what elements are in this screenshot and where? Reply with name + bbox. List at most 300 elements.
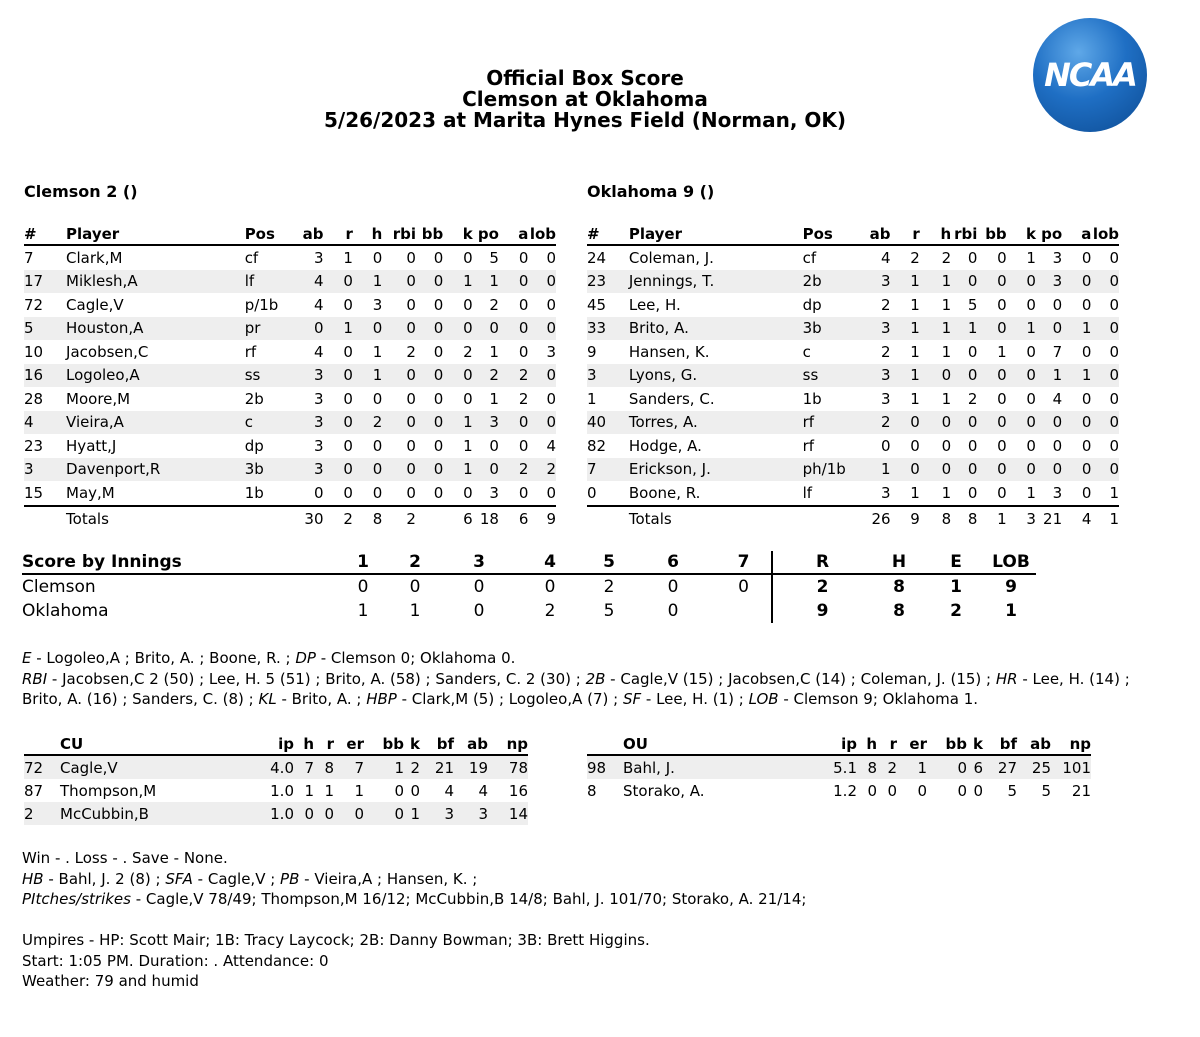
player-row xyxy=(24,317,556,341)
player-cell: Erickson, J. xyxy=(629,458,803,482)
player-cell: 1 xyxy=(891,364,920,388)
player-cell: 0 xyxy=(951,270,977,294)
team-total: 2 xyxy=(816,577,829,597)
player-cell: 0 xyxy=(443,481,472,506)
player-cell: 0 xyxy=(372,248,383,267)
player-cell: 1 xyxy=(1091,481,1119,506)
pitching-header-blank xyxy=(587,734,623,755)
player-cell: 2 xyxy=(880,342,891,361)
totals-cell: 8 xyxy=(941,509,952,528)
player-cell: 3b xyxy=(245,458,298,482)
player-cell: 0 xyxy=(977,364,1006,388)
player-cell: 2 xyxy=(499,364,528,388)
pitcher-cell: 1 xyxy=(897,755,927,779)
totals-cell: 9 xyxy=(910,509,920,528)
column-header-player: Player xyxy=(66,224,245,245)
player-cell: 0 xyxy=(297,481,323,506)
player-cell: 1 xyxy=(891,317,920,341)
totals-cell: 4 xyxy=(1081,509,1092,528)
column-header-r: r xyxy=(891,224,920,245)
team-total: 9 xyxy=(1005,577,1017,597)
pitcher-cell: 5 xyxy=(1041,781,1051,800)
player-cell: 2 xyxy=(910,248,920,267)
player-cell: Lee, H. xyxy=(628,295,681,314)
team-total: 1 xyxy=(1005,601,1017,621)
player-cell: cf xyxy=(802,248,817,267)
player-cell: 1 xyxy=(1036,364,1062,388)
player-cell: 3 xyxy=(313,248,324,267)
totals-cell: 18 xyxy=(479,509,499,528)
player-cell: 0 xyxy=(433,295,444,314)
player-cell: 0 xyxy=(416,458,443,482)
total-header: E xyxy=(926,551,986,574)
player-cell: 1 xyxy=(343,248,353,267)
pitching-column-np: np xyxy=(488,734,528,755)
pitcher-cell: 0 xyxy=(410,781,420,800)
pitcher-cell: 0 xyxy=(917,781,927,800)
totals-cell: 3 xyxy=(1026,509,1036,528)
pitcher-cell: 1 xyxy=(324,781,334,800)
column-header-k: k xyxy=(443,224,472,245)
player-cell: 2b xyxy=(803,270,860,294)
pitching-column-h: h xyxy=(857,734,877,755)
player-cell: 0 xyxy=(1109,436,1119,455)
pitching-header-row xyxy=(587,734,1091,755)
player-cell: 0 xyxy=(443,364,472,388)
inning-score: 2 xyxy=(544,601,556,621)
player-cell: Boone, R. xyxy=(629,481,803,506)
pitcher-cell: 0 xyxy=(927,755,967,779)
pitching-column-bf: bf xyxy=(983,734,1017,755)
player-cell: 0 xyxy=(416,481,443,506)
player-cell: p/1b xyxy=(244,295,279,314)
player-row xyxy=(587,387,1119,411)
footer-decisions: Win - . Loss - . Save - None. xyxy=(22,849,228,867)
player-cell: ph/1b xyxy=(803,458,860,482)
pitcher-row xyxy=(587,755,1091,779)
player-cell: 0 xyxy=(967,342,978,361)
player-cell: 3 xyxy=(313,389,324,408)
player-cell: 0 xyxy=(324,270,353,294)
player-cell: 0 xyxy=(382,458,416,482)
player-cell: 0 xyxy=(473,317,499,341)
player-cell: 3 xyxy=(297,364,323,388)
player-cell: 16 xyxy=(24,364,66,388)
player-cell: 0 xyxy=(997,248,1007,267)
player-cell: 0 xyxy=(463,389,473,408)
pitcher-cell: 0 xyxy=(394,781,404,800)
player-cell: 45 xyxy=(587,295,607,314)
player-cell: 0 xyxy=(528,317,556,341)
pitcher-cell: 1.0 xyxy=(258,802,294,825)
header-date-venue: 5/26/2023 at Marita Hynes Field (Norman, OK) xyxy=(323,108,847,132)
player-cell: 1 xyxy=(489,389,499,408)
totals-cell: 2 xyxy=(406,509,416,528)
pitcher-cell: 1.0 xyxy=(270,781,294,800)
player-cell: 1 xyxy=(910,295,920,314)
player-cell: 1 xyxy=(587,389,597,408)
totals-cell: Totals xyxy=(66,509,109,528)
player-cell: 1 xyxy=(951,317,977,341)
player-cell: 3 xyxy=(297,458,323,482)
player-cell: 0 xyxy=(1091,458,1119,482)
player-row xyxy=(24,387,556,411)
player-cell: 17 xyxy=(24,270,66,294)
player-cell: 2 xyxy=(967,389,978,408)
pitcher-cell: 25 xyxy=(1017,755,1051,779)
pitching-column-r: r xyxy=(877,734,897,755)
pitcher-cell: 27 xyxy=(983,755,1017,779)
player-cell: rf xyxy=(244,342,257,361)
player-cell: 0 xyxy=(433,248,444,267)
pitcher-row xyxy=(587,779,1091,802)
totals-cell: 8 xyxy=(372,509,383,528)
player-row xyxy=(24,481,556,506)
pitcher-cell: 1 xyxy=(364,755,404,779)
player-cell: 4 xyxy=(313,295,324,314)
player-cell: 0 xyxy=(967,436,978,455)
player-cell: 0 xyxy=(977,317,1006,341)
player-cell: 0 xyxy=(1026,436,1036,455)
player-cell: 0 xyxy=(1109,248,1119,267)
player-cell: 0 xyxy=(1026,295,1036,314)
pitcher-cell: Cagle,V xyxy=(60,755,258,779)
player-cell: 0 xyxy=(416,270,443,294)
player-cell: rf xyxy=(802,436,815,455)
player-row xyxy=(24,270,556,294)
score-by-innings-table xyxy=(22,551,1036,623)
box-score-header xyxy=(0,68,1170,131)
pitcher-cell: 98 xyxy=(587,755,623,779)
player-cell: 4 xyxy=(313,342,324,361)
player-cell: 0 xyxy=(372,389,383,408)
player-cell: 1 xyxy=(353,270,382,294)
player-row xyxy=(587,317,1119,341)
player-cell: 4 xyxy=(297,270,323,294)
player-cell: 0 xyxy=(910,436,920,455)
player-cell: lf xyxy=(803,481,860,506)
player-cell: 0 xyxy=(941,436,952,455)
player-cell: 1 xyxy=(941,295,952,314)
player-cell: Moore,M xyxy=(66,389,131,408)
player-cell: 0 xyxy=(1081,436,1092,455)
home-batting-table xyxy=(587,224,1119,531)
inning-score: 5 xyxy=(603,601,615,621)
ncaa-logo-text: NCAA xyxy=(1044,56,1136,94)
pitching-header-blank xyxy=(24,734,60,755)
player-cell: 0 xyxy=(443,317,472,341)
inning-header: 4 xyxy=(512,551,588,574)
player-cell: 5 xyxy=(967,295,978,314)
player-cell: 1 xyxy=(324,317,353,341)
pitcher-cell: McCubbin,B xyxy=(60,802,258,825)
player-cell: Coleman, J. xyxy=(628,248,714,267)
player-cell: 10 xyxy=(24,342,44,361)
player-cell: Jacobsen,C xyxy=(66,342,149,361)
player-cell: 0 xyxy=(416,317,443,341)
player-cell: 0 xyxy=(499,270,528,294)
player-cell: 1 xyxy=(443,270,472,294)
player-cell: 3 xyxy=(1036,270,1062,294)
footer-pitches-strikes: PItches/strikes - Cagle,V 78/49; Thompson,M 16/12; McCubbin,B 14/8; Bahl, J. 101/70; Storako, A. 21/14; xyxy=(22,890,807,908)
inning-header: 1 xyxy=(342,551,384,574)
totals-row xyxy=(24,506,556,531)
player-cell: 3 xyxy=(880,389,891,408)
player-cell: 7 xyxy=(24,248,34,267)
player-cell: 72 xyxy=(24,295,44,314)
player-cell: 3 xyxy=(24,458,66,482)
player-cell: 2 xyxy=(941,248,952,267)
player-cell: 1 xyxy=(1007,481,1036,506)
player-cell: 0 xyxy=(920,458,951,482)
player-cell: 0 xyxy=(587,481,629,506)
player-cell: 0 xyxy=(473,458,499,482)
player-cell: 2 xyxy=(463,342,473,361)
player-row xyxy=(587,245,1119,270)
team-total: 8 xyxy=(893,577,905,597)
player-cell: 0 xyxy=(1109,342,1119,361)
column-header-rbi: rbi xyxy=(382,224,416,245)
player-cell: Hodge, A. xyxy=(628,436,702,455)
player-row xyxy=(587,411,1119,435)
player-cell: ss xyxy=(245,364,298,388)
column-header-h: h xyxy=(353,224,382,245)
player-cell: 0 xyxy=(463,295,473,314)
footer-weather: Weather: 79 and humid xyxy=(22,972,199,990)
player-cell: 1 xyxy=(891,481,920,506)
innings-team-row xyxy=(22,599,1036,623)
player-cell: 3 xyxy=(859,364,890,388)
player-cell: 0 xyxy=(463,248,473,267)
player-cell: 4 xyxy=(546,436,556,455)
column-header-a: a xyxy=(1062,224,1091,245)
player-cell: 0 xyxy=(489,436,499,455)
player-row xyxy=(587,270,1119,294)
pitching-column-bb: bb xyxy=(927,734,967,755)
player-cell: 4 xyxy=(24,411,66,435)
column-header-bb: bb xyxy=(416,224,443,245)
player-cell: 3 xyxy=(473,411,499,435)
column-header-number: # xyxy=(24,224,66,245)
totals-cell: 6 xyxy=(518,509,529,528)
player-cell: 0 xyxy=(951,458,977,482)
player-cell: 0 xyxy=(920,364,951,388)
totals-cell xyxy=(416,506,443,531)
player-cell: 0 xyxy=(382,270,416,294)
player-cell: 0 xyxy=(546,389,556,408)
player-cell: 0 xyxy=(499,411,528,435)
player-cell: 0 xyxy=(997,295,1007,314)
player-cell: 0 xyxy=(880,436,891,455)
player-cell: 0 xyxy=(343,342,353,361)
player-cell: Davenport,R xyxy=(66,458,245,482)
pitching-team: OU xyxy=(623,734,821,755)
total-header: LOB xyxy=(986,551,1036,574)
pitching-column-er: er xyxy=(897,734,927,755)
innings-header-row xyxy=(22,551,1036,574)
inning-score: 0 xyxy=(667,577,679,597)
player-cell: 2 xyxy=(859,411,890,435)
totals-cell: 26 xyxy=(871,509,891,528)
player-cell: 1 xyxy=(891,270,920,294)
pitcher-cell: 8 xyxy=(314,755,334,779)
footer-pitching-notes: HB - Bahl, J. 2 (8) ; SFA - Cagle,V ; PB - Vieira,A ; Hansen, K. ; xyxy=(22,869,478,888)
player-cell: 1 xyxy=(941,342,952,361)
player-cell: 4 xyxy=(880,248,891,267)
header-title: Official Box Score xyxy=(486,66,684,90)
pitcher-cell: Thompson,M xyxy=(60,781,157,800)
player-cell: 0 xyxy=(353,317,382,341)
player-cell: 2b xyxy=(244,389,264,408)
player-cell: 0 xyxy=(353,481,382,506)
player-row xyxy=(24,293,556,317)
pitcher-cell: 7 xyxy=(334,755,364,779)
pitching-team: CU xyxy=(60,734,258,755)
pitcher-cell: 16 xyxy=(508,781,528,800)
player-cell: 0 xyxy=(518,248,529,267)
pitcher-cell: 0 xyxy=(887,781,897,800)
team-total: 8 xyxy=(893,601,905,621)
player-cell: 0 xyxy=(977,458,1006,482)
player-cell: 2 xyxy=(353,411,382,435)
pitcher-cell: 1 xyxy=(404,802,420,825)
totals-cell xyxy=(24,506,66,531)
pitcher-cell: 0 xyxy=(314,802,334,825)
player-cell: 3 xyxy=(859,481,890,506)
player-cell: Logoleo,A xyxy=(66,364,245,388)
column-header-k: k xyxy=(1007,224,1036,245)
column-header-lob: lob xyxy=(1092,225,1119,243)
player-cell: 1b xyxy=(802,389,822,408)
totals-cell xyxy=(803,506,860,531)
pitcher-cell: 21 xyxy=(1071,781,1091,800)
player-cell: 1 xyxy=(920,270,951,294)
player-cell: 0 xyxy=(1091,411,1119,435)
player-cell: 0 xyxy=(499,317,528,341)
player-cell: 0 xyxy=(1091,270,1119,294)
player-cell: 0 xyxy=(1081,295,1092,314)
player-cell: 2 xyxy=(528,458,556,482)
pitcher-cell: 78 xyxy=(488,755,528,779)
totals-cell: 1 xyxy=(997,509,1007,528)
player-cell: 0 xyxy=(1036,411,1062,435)
player-cell: 0 xyxy=(1052,436,1063,455)
player-cell: dp xyxy=(244,436,264,455)
player-cell: 1 xyxy=(473,270,499,294)
totals-cell: Totals xyxy=(628,509,672,528)
player-cell: Jennings, T. xyxy=(629,270,803,294)
inning-score: 0 xyxy=(473,601,485,621)
player-row xyxy=(24,411,556,435)
player-cell: 0 xyxy=(528,481,556,506)
player-cell: Houston,A xyxy=(66,317,245,341)
team-total: 9 xyxy=(816,601,829,621)
player-cell: 0 xyxy=(977,270,1006,294)
player-cell: 0 xyxy=(1007,270,1036,294)
player-cell: 3 xyxy=(587,364,629,388)
player-cell: 0 xyxy=(353,458,382,482)
player-row xyxy=(24,245,556,270)
player-cell: 0 xyxy=(1091,364,1119,388)
player-cell: 0 xyxy=(343,295,353,314)
player-cell: 0 xyxy=(406,295,416,314)
pitcher-cell: 14 xyxy=(488,802,528,825)
inning-score: 0 xyxy=(667,601,679,621)
inning-header: 7 xyxy=(716,551,772,574)
player-cell: ss xyxy=(803,364,860,388)
player-cell: 15 xyxy=(24,481,66,506)
player-cell: 0 xyxy=(891,411,920,435)
player-cell: 0 xyxy=(1081,248,1092,267)
pitcher-cell: 0 xyxy=(364,802,404,825)
player-row xyxy=(587,434,1119,458)
player-cell: 0 xyxy=(382,364,416,388)
player-cell: 3 xyxy=(297,411,323,435)
pitching-column-ab: ab xyxy=(1017,734,1051,755)
player-row xyxy=(587,364,1119,388)
notes-batting: RBI - Jacobsen,C 2 (50) ; Lee, H. 5 (51) ; Brito, A. (58) ; Sanders, C. 2 (30) ; 2B - Cagle,V (15) ; Jacobsen,C (14) ; Coleman, J. (15) ; HR - Lee, H. (14) ; Brito, A. (16) ; Sanders, C. (8) ; KL - Brito, A. ; HBP - Clark,M (5) ; Logoleo,A (7) ; SF - Lee, H. (1) ; LOB - Clemson 9; Oklahoma 1. xyxy=(22,669,1130,708)
innings-team-name: Oklahoma xyxy=(22,601,109,621)
innings-team-name: Clemson xyxy=(22,577,96,597)
player-cell: 7 xyxy=(587,458,629,482)
player-cell: 1 xyxy=(941,389,952,408)
player-row xyxy=(24,364,556,388)
player-cell: 0 xyxy=(372,436,383,455)
pitcher-cell: 2 xyxy=(24,802,60,825)
inning-score: 0 xyxy=(716,574,772,599)
player-cell: 0 xyxy=(382,481,416,506)
player-cell: 2 xyxy=(880,295,891,314)
column-header-rbi: rbi xyxy=(951,224,977,245)
player-cell: 3 xyxy=(859,317,890,341)
player-cell: 40 xyxy=(587,411,629,435)
player-cell: 4 xyxy=(1052,389,1063,408)
player-cell: 2 xyxy=(473,364,499,388)
column-header-bb: bb xyxy=(977,224,1006,245)
player-cell: 0 xyxy=(977,411,1006,435)
inning-score xyxy=(716,599,772,623)
footer-umpires: Umpires - HP: Scott Mair; 1B: Tracy Laycock; 2B: Danny Bowman; 3B: Brett Higgins. xyxy=(22,931,650,949)
player-cell: 5 xyxy=(489,248,499,267)
pitching-column-h: h xyxy=(294,734,314,755)
player-cell: Miklesh,A xyxy=(66,270,245,294)
team-total: 1 xyxy=(950,577,962,597)
player-cell: 0 xyxy=(997,389,1007,408)
inning-score: 0 xyxy=(357,577,369,597)
player-cell: 0 xyxy=(997,436,1007,455)
player-cell: c xyxy=(245,411,298,435)
player-cell: dp xyxy=(802,295,822,314)
column-header-r: r xyxy=(324,224,353,245)
player-cell: 0 xyxy=(1062,411,1091,435)
pitcher-row xyxy=(24,802,528,825)
player-cell: 1 xyxy=(910,389,920,408)
inning-score: 2 xyxy=(603,577,615,597)
inning-score: 1 xyxy=(357,601,369,621)
player-cell: 23 xyxy=(587,270,629,294)
pitching-column-ip: ip xyxy=(821,734,857,755)
player-cell: 3b xyxy=(803,317,860,341)
pitcher-cell: 8 xyxy=(587,781,597,800)
pitcher-cell: 1 xyxy=(304,781,314,800)
player-cell: 0 xyxy=(891,458,920,482)
player-cell: 0 xyxy=(518,436,529,455)
player-cell: 3 xyxy=(372,295,383,314)
pitcher-cell: 72 xyxy=(24,755,60,779)
player-cell: 0 xyxy=(1109,295,1119,314)
footer-start: Start: 1:05 PM. Duration: . Attendance: 0 xyxy=(22,951,329,970)
player-cell: 0 xyxy=(433,342,444,361)
